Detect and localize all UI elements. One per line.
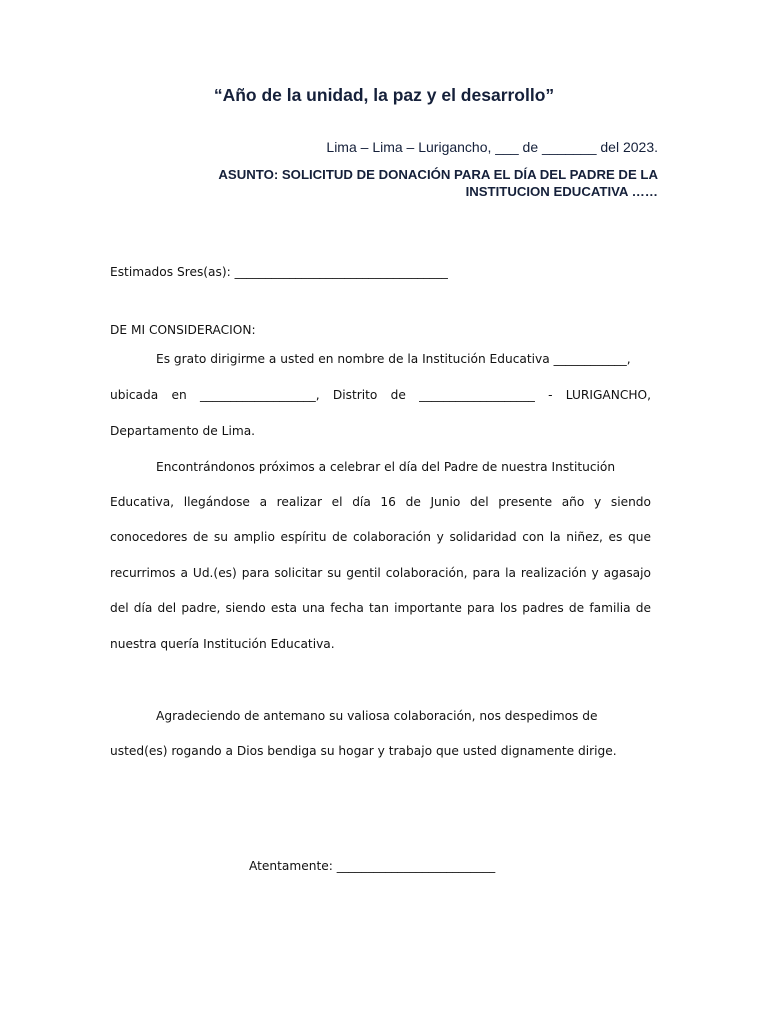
paragraph2-line-1: Encontrándonos próximos a celebrar el día del Padre de nuestra Institución	[156, 460, 616, 474]
paragraph2-line-3: conocedores de su amplio espíritu de colaboración y solidaridad con la niñez, es que	[110, 530, 651, 544]
paragraph2-line-4: recurrimos a Ud.(es) para solicitar su gentil colaboración, para la realización y agasajo	[110, 566, 651, 580]
paragraph1-line-1: Es grato dirigirme a usted en nombre de la Institución Educativa ____________,	[156, 352, 631, 366]
subject-block	[138, 166, 658, 200]
paragraph1-line-2: ubicada en ___________________, Distrito de ___________________ - LURIGANCHO,	[110, 388, 651, 402]
paragraph2-line-5: del día del padre, siendo esta una fecha tan importante para los padres de familia de	[110, 601, 651, 615]
paragraph3-line-1: Agradeciendo de antemano su valiosa colaboración, nos despedimos de	[156, 709, 598, 723]
paragraph3-line-2: usted(es) rogando a Dios bendiga su hogar y trabajo que usted dignamente dirige.	[110, 744, 617, 758]
salutation: Estimados Sres(as): ___________________________________	[110, 265, 448, 279]
subject-line-1: ASUNTO: SOLICITUD DE DONACIÓN PARA EL DÍA DEL PADRE DE LA	[218, 167, 658, 182]
signature-line: Atentamente: __________________________	[249, 859, 496, 873]
paragraph2-line-2: Educativa, llegándose a realizar el día 16 de Junio del presente año y siendo	[110, 495, 651, 509]
subject-line-2: INSTITUCION EDUCATIVA ……	[465, 184, 658, 199]
date-line: Lima – Lima – Lurigancho, ___ de _______ del 2023.	[326, 139, 658, 155]
paragraph1-line-3: Departamento de Lima.	[110, 424, 256, 438]
consideration-heading: DE MI CONSIDERACION:	[110, 323, 256, 337]
paragraph2-line-6: nuestra quería Institución Educativa.	[110, 637, 335, 651]
year-title: “Año de la unidad, la paz y el desarrollo”	[213, 85, 555, 105]
